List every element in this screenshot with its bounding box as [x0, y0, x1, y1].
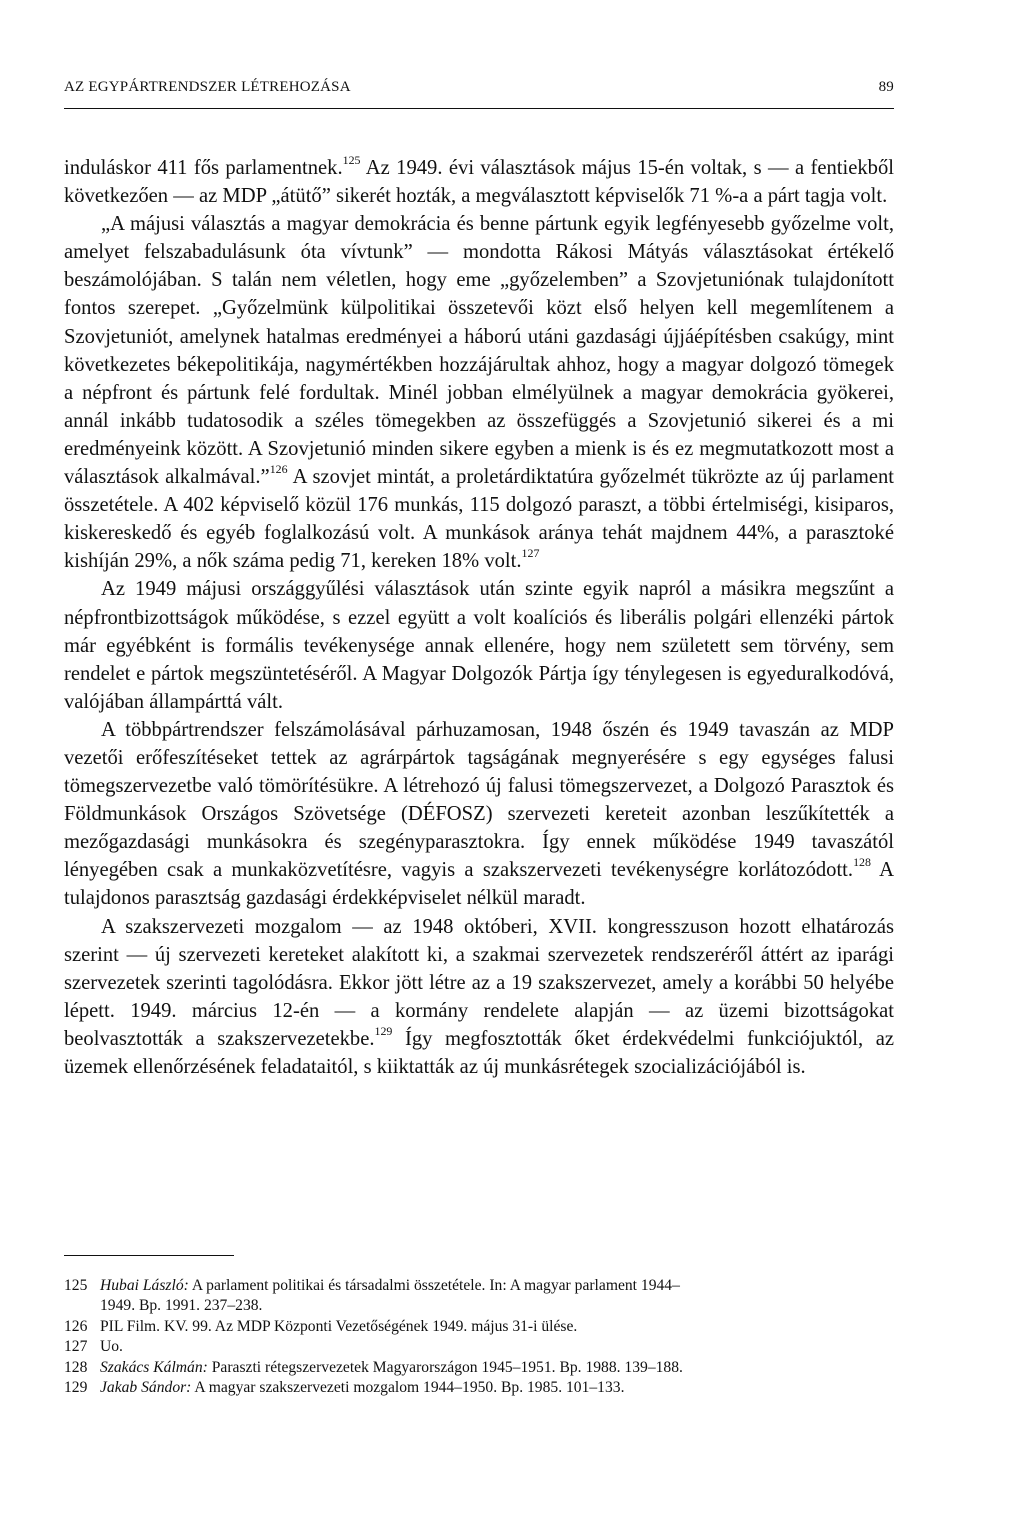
footnote-author: Jakab Sándor: [100, 1379, 192, 1397]
footnote-number: 128 [64, 1358, 88, 1376]
footnote-text: Paraszti rétegszervezetek Magyarországon 1945–1951. Bp. 1988. 139–188. [207, 1358, 683, 1376]
footnotes [64, 1276, 894, 1398]
footnote-author: Szakács Kálmán: [100, 1358, 208, 1376]
footnote-text: A magyar szakszervezeti mozgalom 1944–1950. Bp. 1985. 101–133. [191, 1379, 625, 1397]
footnote-ref-127: 127 [521, 546, 540, 561]
footnote-127 [64, 1337, 894, 1357]
footnote-author: Hubai László: [100, 1277, 189, 1294]
book-page [64, 0, 894, 1520]
footnote-text: A parlament politikai és társadalmi összetétele. In: A magyar parlament 1944– [188, 1277, 680, 1294]
page-number: 89 [878, 79, 894, 95]
footnote-text: PIL Film. KV. 99. Az MDP Központi Vezetőségének 1949. május 31-i ülése. [100, 1317, 578, 1335]
footnote-text: Uo. [100, 1338, 123, 1356]
footnote-ref-125: 125 [342, 152, 361, 167]
footnote-rule [64, 1255, 234, 1256]
footnote-ref-126: 126 [269, 461, 288, 476]
footnote-number: 127 [64, 1338, 88, 1356]
chapter-title: AZ EGYPÁRTRENDSZER LÉTREHOZÁSA [64, 79, 351, 95]
footnote-number: 126 [64, 1317, 88, 1335]
running-header [64, 79, 894, 101]
header-rule [64, 108, 894, 109]
footnote-ref-128: 128 [853, 855, 871, 870]
footnote-125 [64, 1276, 894, 1317]
footnote-continuation: 1949. Bp. 1991. 237–238. [100, 1297, 263, 1315]
body-text [64, 154, 894, 1081]
paragraph-4: A többpártrendszer felszámolásával párhuzamosan, 1948 őszén és 1949 tavaszán az MDP vezetői erőfeszítéseket tettek az agrárpártok tagságának megnyerésére s egy egységes falusi tömegszervezetbe való tömörítésükre. A létrehozó új falusi tömegszervezet, a Dolgozó Parasztok és Földmunkások Országos Szövetsége (DÉFOSZ) szervezeti kereteit azonban leszűkítették a mezőgazdasági munkásokra és szegényparasztokra. Így ennek működése 1949 tavaszától lényegében csak a munkaközvetítésre, vagyis a szakszervezeti tevékenységre korlátozódott.$^{128}$ A tulajdonos parasztság gazdasági érdekképviselet nélkül maradt. [64, 718, 894, 910]
footnote-128 [64, 1358, 894, 1378]
footnote-ref-129: 129 [374, 1023, 393, 1038]
paragraph-3: Az 1949 májusi országgyűlési választások után szinte egyik napról a másikra megszűnt a népfrontbizottságok működése, s ezzel együtt a volt koalíciós és liberális polgári ellenzéki pártok már egyébként is formális tevékenysége annak ellenére, hogy nem született sem törvény, sem rendelet e pártok megszüntetéséről. A Magyar Dolgozók Pártja így ténylegesen is egyeduralkodóvá, valójában állampárttá vált. [64, 578, 894, 713]
footnote-126 [64, 1317, 894, 1337]
paragraph-2: „A májusi választás a magyar demokrácia és benne pártunk egyik legfényesebb győzelme volt, amelyet felszabadulásunk óta vívtunk” — mondotta Rákosi Mátyás választásokat értékelő beszámolójában. S talán nem véletlen, hogy eme „győzelemben” a Szovjetuniónak tulajdonított fontos szerepet. „Győzelmünk külpolitikai összetevői közt első helyen kell megemlítenem a Szovjetuniót, amelynek hatalmas eredményei a háború utáni gazdasági újjáépítésben csakúgy, mint következetes békepolitikája, nagymértékben hozzájárultak ahhoz, hogy a magyar dolgozó tömegek a népfront és pártunk felé fordultak. Minél jobban elmélyülnek a magyar demokrácia gyökerei, annál inkább tudatosodik a széles tömegekben az összefüggés a Szovjetunió sikerei és a mi eredményeink között. A Szovjetunió minden sikere egyben a mienk is és ez megmutatkozott most a választások alkalmával.”$^{126}$ A szovjet mintát, a proletárdiktatúra győzelmét tükrözte az új parlament összetétele. A 402 képviselő közül 176 munkás, 115 dolgozó paraszt, a többi értelmiségi, kisiparos, kiskereskedő és egyéb foglalkozású volt. A munkások aránya tehát majdnem 44%, a parasztoké kishíján 29%, a nők száma pedig 71, kereken 18% volt.$^{127}$ [64, 213, 895, 573]
paragraph-1: induláskor 411 fős parlamentnek.$^{125}$ Az 1949. évi választások május 15-én voltak, s — a fentiekből következően — az MDP „átütő” sikerét hozták, a megválasztott képviselők 71 %-a a párt tagja volt. [64, 152, 894, 208]
footnote-number: 125 [64, 1277, 88, 1294]
footnote-number: 129 [64, 1379, 88, 1397]
paragraph-5: A szakszervezeti mozgalom — az 1948 októberi, XVII. kongresszuson hozott elhatározás szerint — új szervezeti kereteket alakított ki, a szakmai szervezetek rendszeréről áttért az iparági szervezetek szerinti tagolódásra. Ekkor jött létre az a 19 szakszervezet, amely a korábbi 50 helyébe lépett. 1949. március 12-én — a kormány rendelete alapján — az üzemi bizottságokat beolvasztották a szakszervezetekbe.$^{129}$ Így megfosztották őket érdekvédelmi funkciójuktól, az üzemek ellenőrzésének feladataitól, s kiiktatták az új munkásrétegek szocializációjából is. [64, 915, 894, 1078]
footnote-129 [64, 1378, 894, 1398]
